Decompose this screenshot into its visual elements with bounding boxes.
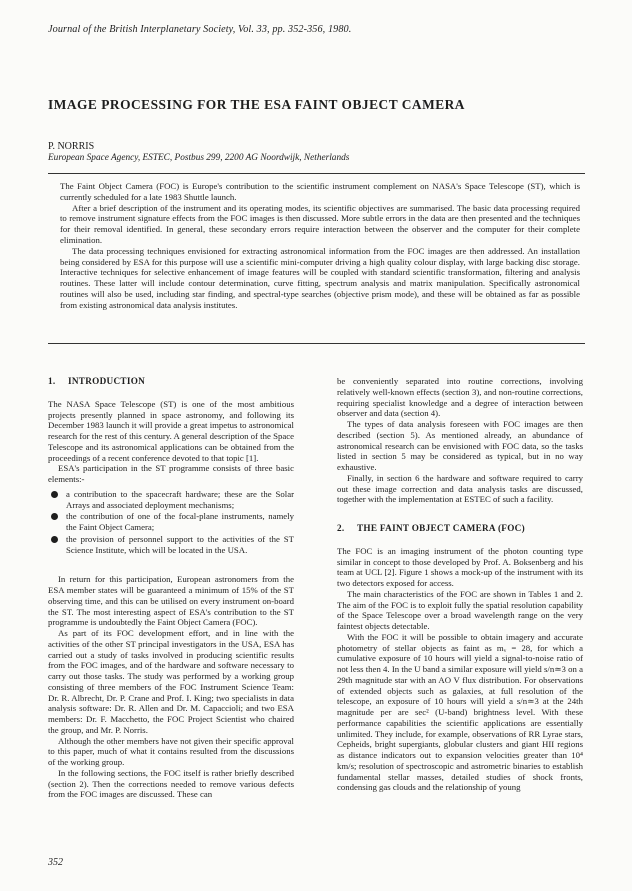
list-item: the provision of personnel support to the activities of the ST Science Institute, which will be located in the USA. <box>48 534 294 556</box>
section-number: 2. <box>337 523 345 533</box>
section-title: INTRODUCTION <box>68 376 146 386</box>
abstract-bottom-rule <box>48 343 585 344</box>
spacer <box>337 505 583 523</box>
article-title: IMAGE PROCESSING FOR THE ESA FAINT OBJECT CAMERA <box>48 97 465 112</box>
body-paragraph: Finally, in section 6 the hardware and software required to carry out these image correction and data analysis tasks are discussed, together with the implementation at ESTEC of such a facility. <box>337 472 583 505</box>
bullet-icon <box>51 513 58 520</box>
body-paragraph: As part of its FOC development effort, and in line with the activities of the other ST principal investigators in the USA, ESA has carried out a study of tasks involved in producing scientific results from the FOC images, and of the hardware and software necessary to carry out those tasks. The study was performed by a working group consisting of three members of the FOC Instrument Science Team: Dr. R. Albrecht, Dr. P. Crane and Prof. I. King; two specialists in data analysis software: Dr. R. Allen and Dr. M. Capaccioli; and two ESA members: Dr. F. Macchetto, the FOC Project Scientist who chaired the group, and Mr. P. Norris. <box>48 628 294 735</box>
bullet-list <box>48 489 294 556</box>
abstract-paragraph: After a brief description of the instrument and its operating modes, its scientific objectives are summarised. The basic data processing required to remove instrument signature effects from the FOC images is then discussed. More subtle errors in the data are then presented and the techniques for their removal identified. In general, these secondary errors require interaction between the observer and the computer for their complete elimination. <box>60 202 580 245</box>
list-item: the contribution of one of the focal-plane instruments, namely the Faint Object Camera; <box>48 511 294 533</box>
list-item: a contribution to the spacecraft hardware; these are the Solar Arrays and associated deployment mechanisms; <box>48 489 294 511</box>
body-paragraph: The NASA Space Telescope (ST) is one of the most ambitious projects presently planned in space astronomy, and following its December 1983 launch it will provide a great impetus to astronomical research for the rest of this century. A general description of the Space Telescope and its astronomical applications can be obtained from the proceedings of a recent conference devoted to that topic [1]. <box>48 398 294 463</box>
body-paragraph: be conveniently separated into routine corrections, involving relatively well-known effects (section 3), and non-routine corrections, requiring specialist knowledge and a degree of interaction between observer and data (section 4). <box>337 376 583 419</box>
section-heading <box>337 523 583 534</box>
section-title: THE FAINT OBJECT CAMERA (FOC) <box>357 523 525 533</box>
page-number: 352 <box>48 857 63 868</box>
body-paragraph: The main characteristics of the FOC are shown in Tables 1 and 2. The aim of the FOC is to exploit fully the spatial resolution capability of the Space Telescope over a broad wavelength range on the very faintest objects detectable. <box>337 588 583 631</box>
body-paragraph: The FOC is an imaging instrument of the photon counting type similar in concept to those developed by Prof. A. Boksenberg and his team at UCL [2]. Figure 1 shows a mock-up of the instrument with its two detectors exposed for access. <box>337 545 583 588</box>
journal-citation: Journal of the British Interplanetary Society, Vol. 33, pp. 352-356, 1980. <box>48 24 352 35</box>
left-column <box>48 376 294 800</box>
body-paragraph: Although the other members have not given their specific approval to this paper, much of what it contains resulted from the discussions of the working group. <box>48 735 294 767</box>
section-number: 1. <box>48 376 56 386</box>
body-paragraph: With the FOC it will be possible to obtain imagery and accurate photometry of stellar objects as faint as mᵥ = 28, for which a cumulative exposure of 10 hours will yield a signal-to-noise ratio of not less then 4. In the U band a similar exposure will yield s/n≃3 on a 29th magnitude star with an AO V flux distribution. For observations of extended objects such as galaxies, at full resolution of the telescope, an exposure of 10 hours will yield a s/n≃3 at the 24th magnitude per are sec² (U-band) brightness level. With these performance capabilities the scientific applications are essentially unlimited. They include, for example, observations of RR Lyrae stars, Cepheids, bright supergiants, globular clusters and giant HII regions as distance indicators out to expansion velocities greater than 10⁴ km/s; resolution of spectroscopic and astrometric binaries to establish fundamental stellar masses, detailed studies of shock fronts, condensing gas clouds and the relationship of young <box>337 631 583 793</box>
body-paragraph: ESA's participation in the ST programme consists of three basic elements:- <box>48 463 294 484</box>
section-heading <box>48 376 294 387</box>
author-affiliation: European Space Agency, ESTEC, Postbus 299, 2200 AG Noordwijk, Netherlands <box>48 153 350 163</box>
article-author: P. NORRIS <box>48 141 95 152</box>
right-column <box>337 376 583 793</box>
body-paragraph: The types of data analysis foreseen with FOC images are then described (section 5). As mentioned already, an abundance of astronomical research can be envisioned with FOC data, so the tasks listed in section 5 may be considered as typical, but in no way exhaustive. <box>337 419 583 472</box>
body-paragraph: In return for this participation, European astronomers from the ESA member states will be guaranteed a minimum of 15% of the ST observing time, and this can be utilised on every instrument on-board the ST. The most interesting aspect of ESA's contribution to the ST programme is undoubtedly the Faint Object Camera (FOC). <box>48 574 294 628</box>
abstract-top-rule <box>48 173 585 174</box>
abstract-paragraph: The data processing techniques envisioned for extracting astronomical information from the FOC images are then addressed. An installation being considered by ESA for this purpose will use a scientific mini-computer driving a high quality colour display, with large backing disc storage. Interactive techniques for selective enhancement of image features will be coupled with standard scientific transformation, filtering and analysis routines. These latter will include contour determination, curve fitting, spectrum analysis and matrix manipulation. Specifically astronomical routines will also be used, including star finding, and spectral-type searches (objective prism mode), and these will be obtained as far as possible from existing astronomical data analysis institutes. <box>60 245 580 310</box>
bullet-icon <box>51 536 58 543</box>
body-paragraph: In the following sections, the FOC itself is rather briefly described (section 2). Then the corrections needed to remove various defects from the FOC images are discussed. These can <box>48 767 294 800</box>
spacer <box>48 559 294 574</box>
abstract <box>60 181 580 311</box>
abstract-paragraph: The Faint Object Camera (FOC) is Europe's contribution to the scientific instrument complement on NASA's Space Telescope (ST), which is currently scheduled for a late 1983 Shuttle launch. <box>60 181 580 202</box>
bullet-icon <box>51 491 58 498</box>
